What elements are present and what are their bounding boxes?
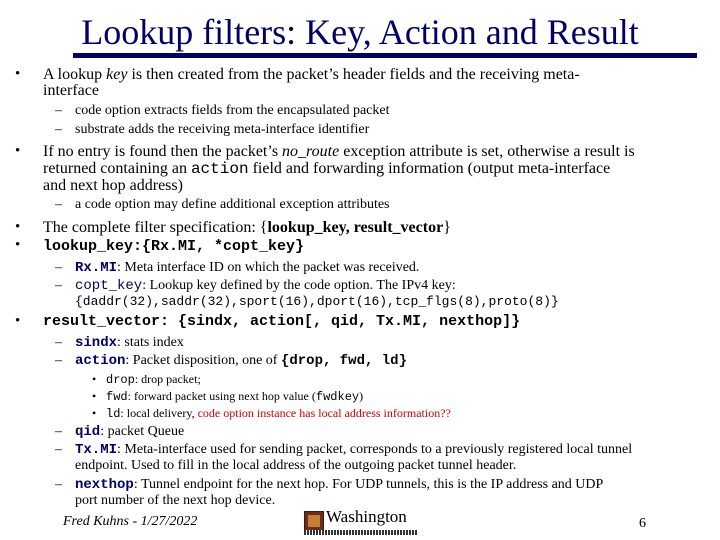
sindx-item: sindx: stats index	[75, 335, 184, 351]
qid-item: qid: packet Queue	[75, 424, 185, 440]
sub-dash: –	[55, 477, 62, 492]
bullet-2-sub-1: a code option may define additional exception attributes	[75, 197, 390, 212]
nexthop-item-cont: port number of the next hop device.	[75, 493, 276, 508]
sub-dash: –	[55, 260, 62, 275]
copt-key-item: copt_key: Lookup key defined by the code option. The IPv4 key:	[75, 278, 456, 294]
sub-dash: –	[55, 278, 62, 293]
bullet-dot-icon: •	[15, 66, 21, 82]
bullet-2-line-2: returned containing an action field and forwarding information (output meta-interface	[43, 160, 611, 178]
bullet-dot-icon: •	[15, 219, 21, 235]
opt-drop: drop: drop packet;	[106, 372, 201, 387]
sub-dash: –	[55, 103, 62, 118]
ipv4-key-fields: {daddr(32),saddr(32),sport(16),dport(16),tcp_flgs(8),proto(8)}	[75, 294, 559, 309]
page-number: 6	[639, 516, 646, 531]
bullet-5-result-vector: result_vector: {sindx, action[, qid, Tx.MI, nexthop]}	[43, 313, 521, 330]
bullet-dot-icon: •	[15, 237, 21, 253]
sub-dash: –	[55, 353, 62, 368]
sub-dash: –	[55, 442, 62, 457]
sub-bullet-icon: •	[92, 389, 97, 403]
university-logo	[304, 507, 418, 536]
action-item: action: Packet disposition, one of {drop, fwd, ld}	[75, 353, 407, 369]
bullet-1-sub-2: substrate adds the receiving meta-interface identifier	[75, 122, 370, 137]
bullet-1: A lookup key is then created from the packet’s header fields and the receiving meta-	[43, 66, 580, 83]
sub-dash: –	[55, 197, 62, 212]
slide-title: Lookup filters: Key, Action and Result	[81, 12, 639, 52]
opt-fwd: fwd: forward packet using next hop value (fwdkey)	[106, 389, 364, 404]
bullet-4-lookup-key: lookup_key:{Rx.MI, *copt_key}	[43, 238, 305, 255]
bullet-2-line-3: and next hop address)	[43, 177, 183, 194]
logo-tagline-strip	[304, 530, 418, 535]
footer-author-date: Fred Kuhns - 1/27/2022	[63, 514, 198, 529]
sub-bullet-icon: •	[92, 406, 97, 420]
bullet-dot-icon: •	[15, 313, 21, 329]
sub-bullet-icon: •	[92, 372, 97, 386]
title-rule	[73, 53, 697, 58]
rx-mi-item: Rx.MI: Meta interface ID on which the packet was received.	[75, 260, 420, 276]
opt-ld: ld: local delivery, code option instance has local address information??	[106, 406, 451, 421]
bullet-dot-icon: •	[15, 143, 21, 159]
bullet-2-line-1: If no entry is found then the packet’s no_route exception attribute is set, otherwise a result is	[43, 143, 635, 160]
tx-mi-item-cont: endpoint. Used to fill in the local address of the outgoing packet tunnel header.	[75, 458, 517, 473]
shield-icon	[304, 511, 324, 531]
sub-dash: –	[55, 335, 62, 350]
sub-dash: –	[55, 424, 62, 439]
logo-wordmark: Washington	[326, 507, 407, 526]
nexthop-item: nexthop: Tunnel endpoint for the next hop. For UDP tunnels, this is the IP address and UDP	[75, 477, 604, 493]
tx-mi-item: Tx.MI: Meta-interface used for sending packet, corresponds to a previously registered local tunnel	[75, 442, 633, 458]
bullet-1-cont: interface	[43, 82, 99, 99]
sub-dash: –	[55, 122, 62, 137]
bullet-1-sub-1: code option extracts fields from the encapsulated packet	[75, 103, 390, 118]
bullet-3: The complete filter specification: {lookup_key, result_vector}	[43, 219, 451, 236]
